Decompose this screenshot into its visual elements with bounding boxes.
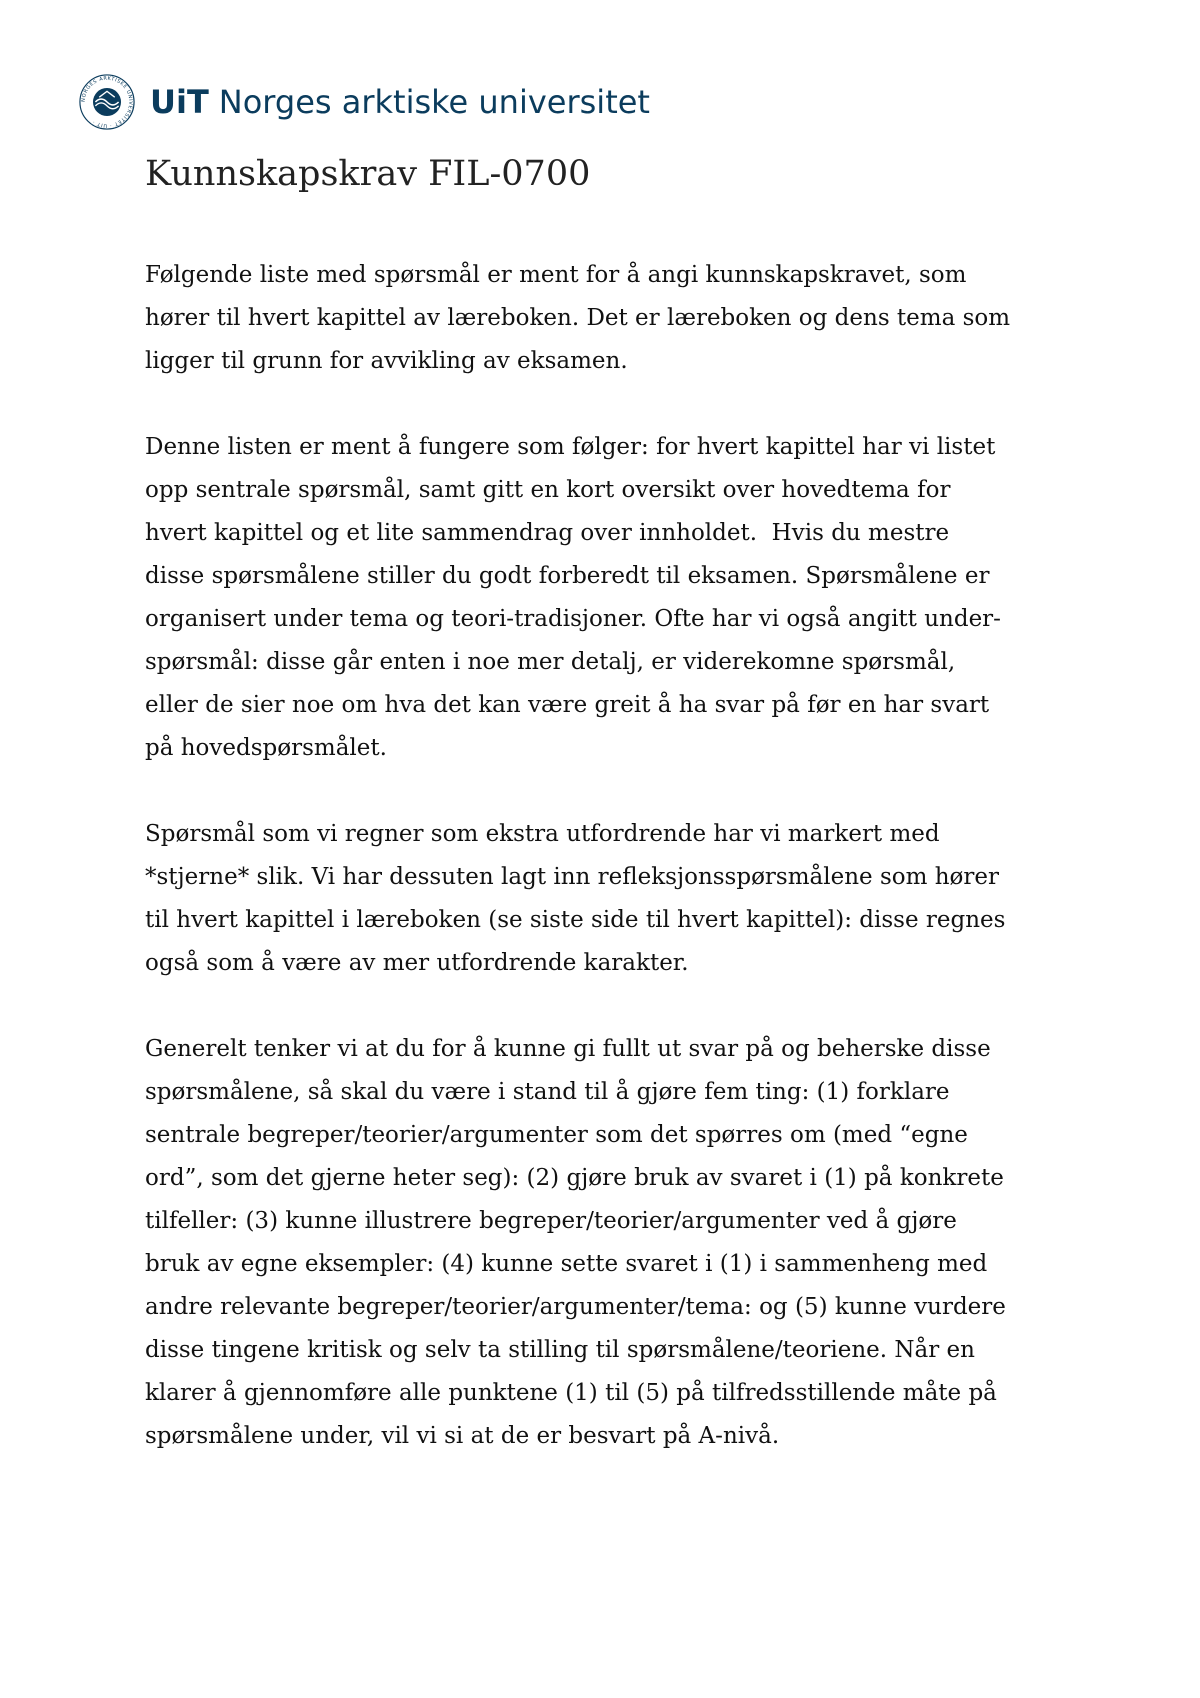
paragraph-line: disse spørsmålene stiller du godt forberedt til eksamen. Spørsmålene er — [145, 563, 990, 589]
page-title: Kunnskapskrav FIL-0700 — [145, 154, 591, 194]
paragraph-line: til hvert kapittel i læreboken (se siste side til hvert kapittel): disse regnes — [145, 907, 1006, 933]
paragraph-line: også som å være av mer utfordrende karakter. — [145, 950, 689, 976]
paragraph-line: organisert under tema og teori-tradisjoner. Ofte har vi også angitt under- — [145, 606, 1001, 632]
paragraph-line: opp sentrale spørsmål, samt gitt en kort oversikt over hovedtema for — [145, 477, 951, 503]
paragraph-line: spørsmål: disse går enten i noe mer detalj, er viderekomne spørsmål, — [145, 649, 956, 675]
paragraph-line: Generelt tenker vi at du for å kunne gi fullt ut svar på og beherske disse — [145, 1036, 991, 1062]
paragraph-line: på hovedspørsmålet. — [145, 735, 387, 761]
brand-short: UiT — [150, 83, 209, 121]
paragraph — [145, 1028, 1075, 1458]
paragraph-line: sentrale begreper/teorier/argumenter som det spørres om (med “egne — [145, 1122, 968, 1148]
university-wordmark — [150, 83, 650, 121]
paragraph-line: bruk av egne eksempler: (4) kunne sette svaret i (1) i sammenheng med — [145, 1251, 988, 1277]
brand-name: Norges arktiske universitet — [218, 83, 650, 121]
paragraph-line: Følgende liste med spørsmål er ment for å angi kunnskapskravet, som — [145, 262, 967, 288]
paragraph-line: hvert kapittel og et lite sammendrag over innholdet. Hvis du mestre — [145, 520, 950, 546]
paragraph-line: Spørsmål som vi regner som ekstra utfordrende har vi markert med — [145, 821, 940, 847]
university-seal-icon — [78, 73, 136, 131]
paragraph-line: Denne listen er ment å fungere som følger: for hvert kapittel har vi listet — [145, 434, 996, 460]
paragraph-line: eller de sier noe om hva det kan være greit å ha svar på før en har svart — [145, 692, 990, 718]
university-logo — [78, 74, 650, 130]
paragraph — [145, 813, 1075, 985]
paragraph-line: tilfeller: (3) kunne illustrere begreper/teorier/argumenter ved å gjøre — [145, 1208, 957, 1234]
paragraph-line: andre relevante begreper/teorier/argumenter/tema: og (5) kunne vurdere — [145, 1294, 1006, 1320]
paragraph — [145, 254, 1075, 383]
paragraph-line: ligger til grunn for avvikling av eksamen. — [145, 348, 628, 374]
document-body — [145, 254, 1075, 1501]
paragraph-line: hører til hvert kapittel av læreboken. Det er læreboken og dens tema som — [145, 305, 1011, 331]
paragraph — [145, 426, 1075, 770]
seal-ring-text: NORGES ARKTISKE UNIVERSITET · UIT · — [80, 75, 134, 129]
paragraph-line: spørsmålene, så skal du være i stand til å gjøre fem ting: (1) forklare — [145, 1079, 950, 1105]
paragraph-line: klarer å gjennomføre alle punktene (1) til (5) på tilfredsstillende måte på — [145, 1380, 997, 1406]
paragraph-line: spørsmålene under, vil vi si at de er besvart på A-nivå. — [145, 1423, 780, 1449]
paragraph-line: disse tingene kritisk og selv ta stilling til spørsmålene/teoriene. Når en — [145, 1337, 975, 1363]
paragraph-line: *stjerne* slik. Vi har dessuten lagt inn refleksjonsspørsmålene som hører — [145, 864, 999, 890]
paragraph-line: ord”, som det gjerne heter seg): (2) gjøre bruk av svaret i (1) på konkrete — [145, 1165, 1004, 1191]
